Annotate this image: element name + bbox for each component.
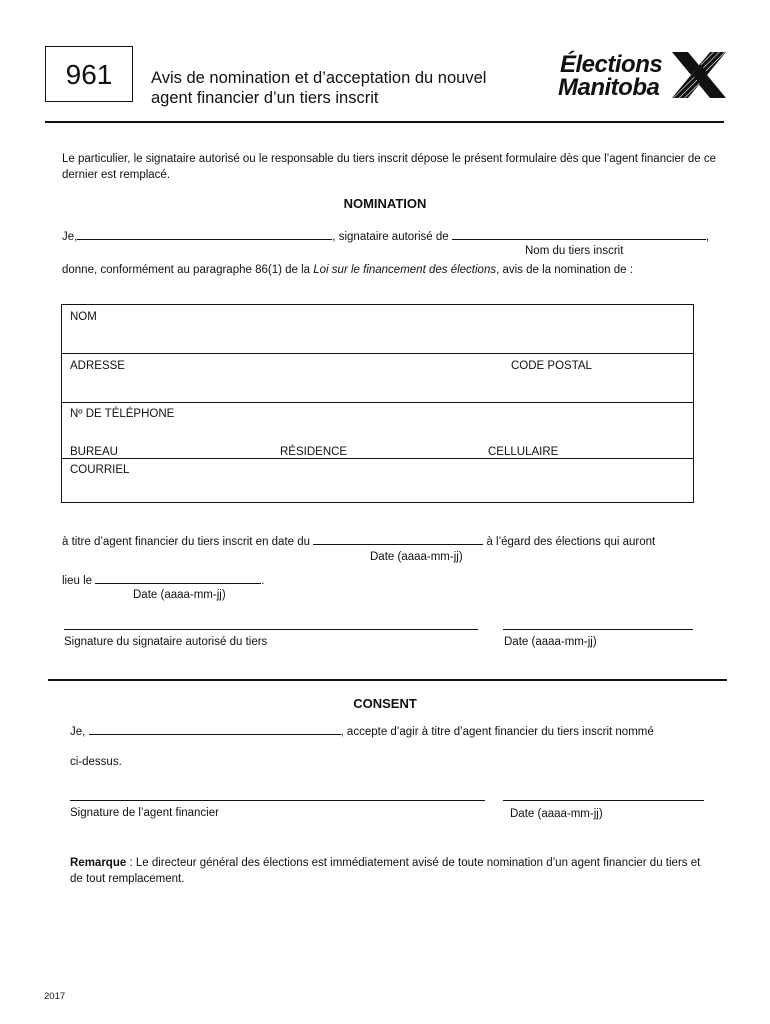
ci-dessus-text: ci-dessus. [70, 756, 122, 768]
form-number: 961 [45, 46, 133, 102]
cellulaire-label: CELLULAIRE [488, 446, 559, 458]
donne-line [62, 263, 633, 277]
je-label: Je, [62, 231, 78, 243]
tiers-caption: Nom du tiers inscrit [525, 245, 624, 257]
x-mark-icon [670, 50, 728, 100]
remarque-label: Remarque [70, 857, 127, 869]
egard-text: à l’égard des élections qui auront [486, 536, 656, 548]
consent-je-line [70, 724, 654, 739]
adresse-label: ADRESSE [70, 360, 125, 372]
logo-line-1: Élections [560, 51, 663, 78]
agent-name-field[interactable] [89, 724, 341, 735]
courriel-label: COURRIEL [70, 464, 130, 476]
agent-date-field[interactable] [503, 800, 704, 801]
logo-line-2: Manitoba [558, 74, 660, 101]
lieu-prefix: lieu le [62, 575, 93, 587]
signataire-date-field[interactable] [503, 629, 693, 630]
bureau-label: BUREAU [70, 446, 118, 458]
agent-date-caption: Date (aaaa-mm-jj) [510, 808, 603, 820]
lieu-line [62, 573, 264, 588]
comma: , [705, 231, 710, 243]
agent-info-table [61, 304, 694, 503]
intro-text: Le particulier, le signataire autorisé ou le responsable du tiers inscrit dépose le présent formulaire dès que l’agent financier de ce dernier est remplacé. [62, 153, 716, 181]
donne-prefix: donne, conformément au paragraphe 86(1) de la [62, 264, 311, 276]
agent-signature-field[interactable] [70, 800, 485, 801]
remarque-text: : Le directeur général des élections est immédiatement avisé de toute nomination d’un agent financier du tiers et de tout remplacement. [70, 857, 701, 885]
remarque-note [70, 855, 710, 887]
signataire-name-field[interactable] [77, 229, 332, 240]
titre-line [62, 534, 655, 549]
telephone-field[interactable] [62, 403, 693, 458]
signataire-signature-caption: Signature du signataire autorisé du tiers [64, 636, 268, 648]
election-date-field[interactable] [95, 573, 261, 584]
section-divider [48, 679, 727, 681]
form-title: Avis de nomination et d’acceptation du nouvel agent financier d’un tiers inscrit [151, 69, 487, 107]
titre-text: à titre d’agent financier du tiers inscrit en date du [62, 536, 311, 548]
residence-label: RÉSIDENCE [280, 446, 348, 458]
accepte-text: , accepte d’agir à titre d’agent financier du tiers inscrit nommé [340, 726, 654, 738]
nomination-je-line [62, 229, 709, 244]
signataire-date-caption: Date (aaaa-mm-jj) [504, 636, 597, 648]
agent-signature-caption: Signature de l’agent financier [70, 807, 219, 819]
donne-suffix: , avis de la nomination de : [496, 264, 633, 276]
header-divider [45, 121, 724, 123]
signataire-signature-field[interactable] [64, 629, 478, 630]
adresse-field[interactable] [62, 354, 693, 402]
nom-label: NOM [70, 311, 97, 323]
date-caption: Date (aaaa-mm-jj) [370, 551, 463, 563]
courriel-field[interactable] [62, 459, 693, 502]
lieu-date-caption: Date (aaaa-mm-jj) [133, 589, 226, 601]
lieu-suffix: . [261, 575, 265, 587]
signataire-text: , signataire autorisé de [332, 231, 449, 243]
nomination-heading: NOMINATION [343, 196, 427, 211]
telephone-label: Nº DE TÉLÉPHONE [70, 408, 175, 420]
nom-field[interactable] [62, 305, 693, 353]
je-label: Je, [70, 726, 86, 738]
law-name: Loi sur le financement des élections [313, 264, 497, 276]
en-date-du-field[interactable] [313, 534, 483, 545]
tiers-name-field[interactable] [452, 229, 706, 240]
consent-heading: CONSENT [353, 696, 417, 711]
code-postal-label: CODE POSTAL [511, 360, 592, 372]
footer-year: 2017 [44, 991, 66, 1002]
elections-manitoba-logo [556, 50, 728, 100]
